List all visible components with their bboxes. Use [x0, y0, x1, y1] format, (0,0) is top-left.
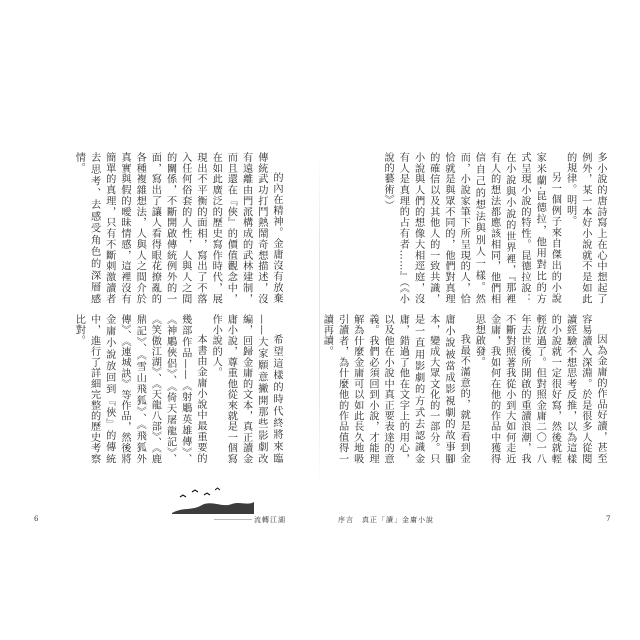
birds-over-landscape-ink-logo	[168, 486, 256, 516]
left-page-number: 6	[34, 515, 39, 523]
right-page	[320, 0, 640, 640]
left-lower-paragraph-1: 希望這樣的時代終將來臨——大家願意撇開那些影劇改編，回歸金庸的文本，真正讀金庸小說，尊重他從來就是一個寫作小說的人。	[210, 314, 282, 464]
left-lower-paragraph-2: 本書由金庸小說中最重要的幾部作品——《射鵰英雄傳》、《神鵰俠侶》、《倚天屠龍記》、《笑傲江湖》、《天龍八部》、《鹿鼎記》、《雪山飛狐》、《飛狐外傳》、《連城訣》等作品，然後將金庸小說放回到『俠』的傳統中，進行了詳細完整的歷史考察比對。	[73, 314, 206, 464]
left-upper-column	[22, 152, 284, 304]
right-lower-paragraph-1: 因為金庸的作品好讀，甚至容易讀入深淵。於是很多人從閱讀經驗不想思考反推，以為這樣的小說就一定很好寫，然後就輕輕放過了。但對照金庸二〇一八年去世後所開啟的重讀浪潮，我不斷對照著我從小到大如何走近金庸，我如何在他的作品中獲得思想啟發。	[473, 314, 606, 464]
right-upper-paragraph-1: 多小說的唐詩寫上在心中想起了例外，某一本好小說就不是如此的規律。明明。	[564, 152, 606, 304]
left-upper-paragraph: 的內在精神。金庸沒有放棄傳統武功打鬥熱鬧奇想描述，沒有遠離由門派構成的武林建制，而且還在『俠』的價值觀念中，在如此廣泛的歷史寫作時代，展現出不平衡的面相，寫出了不落入任何俗套的人性，人與人之間的關係，不斷開啟傳統例外的一面，寫出了讓人看得眼花撩亂的各種複雜想法，人與人之間介於真實與假的曖昧情感，這裡沒有簡單的真理，只有不斷刺激讀者去思考、去感受角色的深層感情。	[73, 152, 282, 304]
right-upper-column	[350, 152, 608, 304]
left-lower-column	[22, 314, 284, 464]
right-page-number: 7	[606, 515, 611, 523]
right-lower-paragraph-2: 我最不滿意的，就是看到金庸小說被當成影視劇的故事腳本，變成大眾文化的一部分。只是一直用影劇的方式去認識金庸，錯過了他在文字上的用心，以及他在小說中真正要表達的意義。我們必須回到小說，才能理解為什麼金庸可以如此長久地吸引讀者，為什麼他的作品值得一讀再讀。	[321, 314, 470, 464]
right-running-title: 序言 真正「讀」金庸小說	[338, 516, 434, 524]
right-lower-column	[321, 314, 608, 464]
right-upper-paragraph-2: 另一個例子來自傑出的小說家米蘭‧昆德拉，他用對比的方式呈現小說的特性。昆德拉說：在小說與小說的世界裡，『那裡有人的想法都應該相同，他們相信自己的想法與別人一樣。然而，小說家筆下所呈現的人，恰恰就是與眾不同的，他們對真理的確信以及其他人的一致共識，小說與人們的想像大相逕庭，沒有人是真理的占有者……』（《小說的藝術》）	[382, 152, 561, 304]
left-footer-rule	[214, 519, 252, 520]
left-running-title: 流轉江湖	[254, 516, 286, 524]
